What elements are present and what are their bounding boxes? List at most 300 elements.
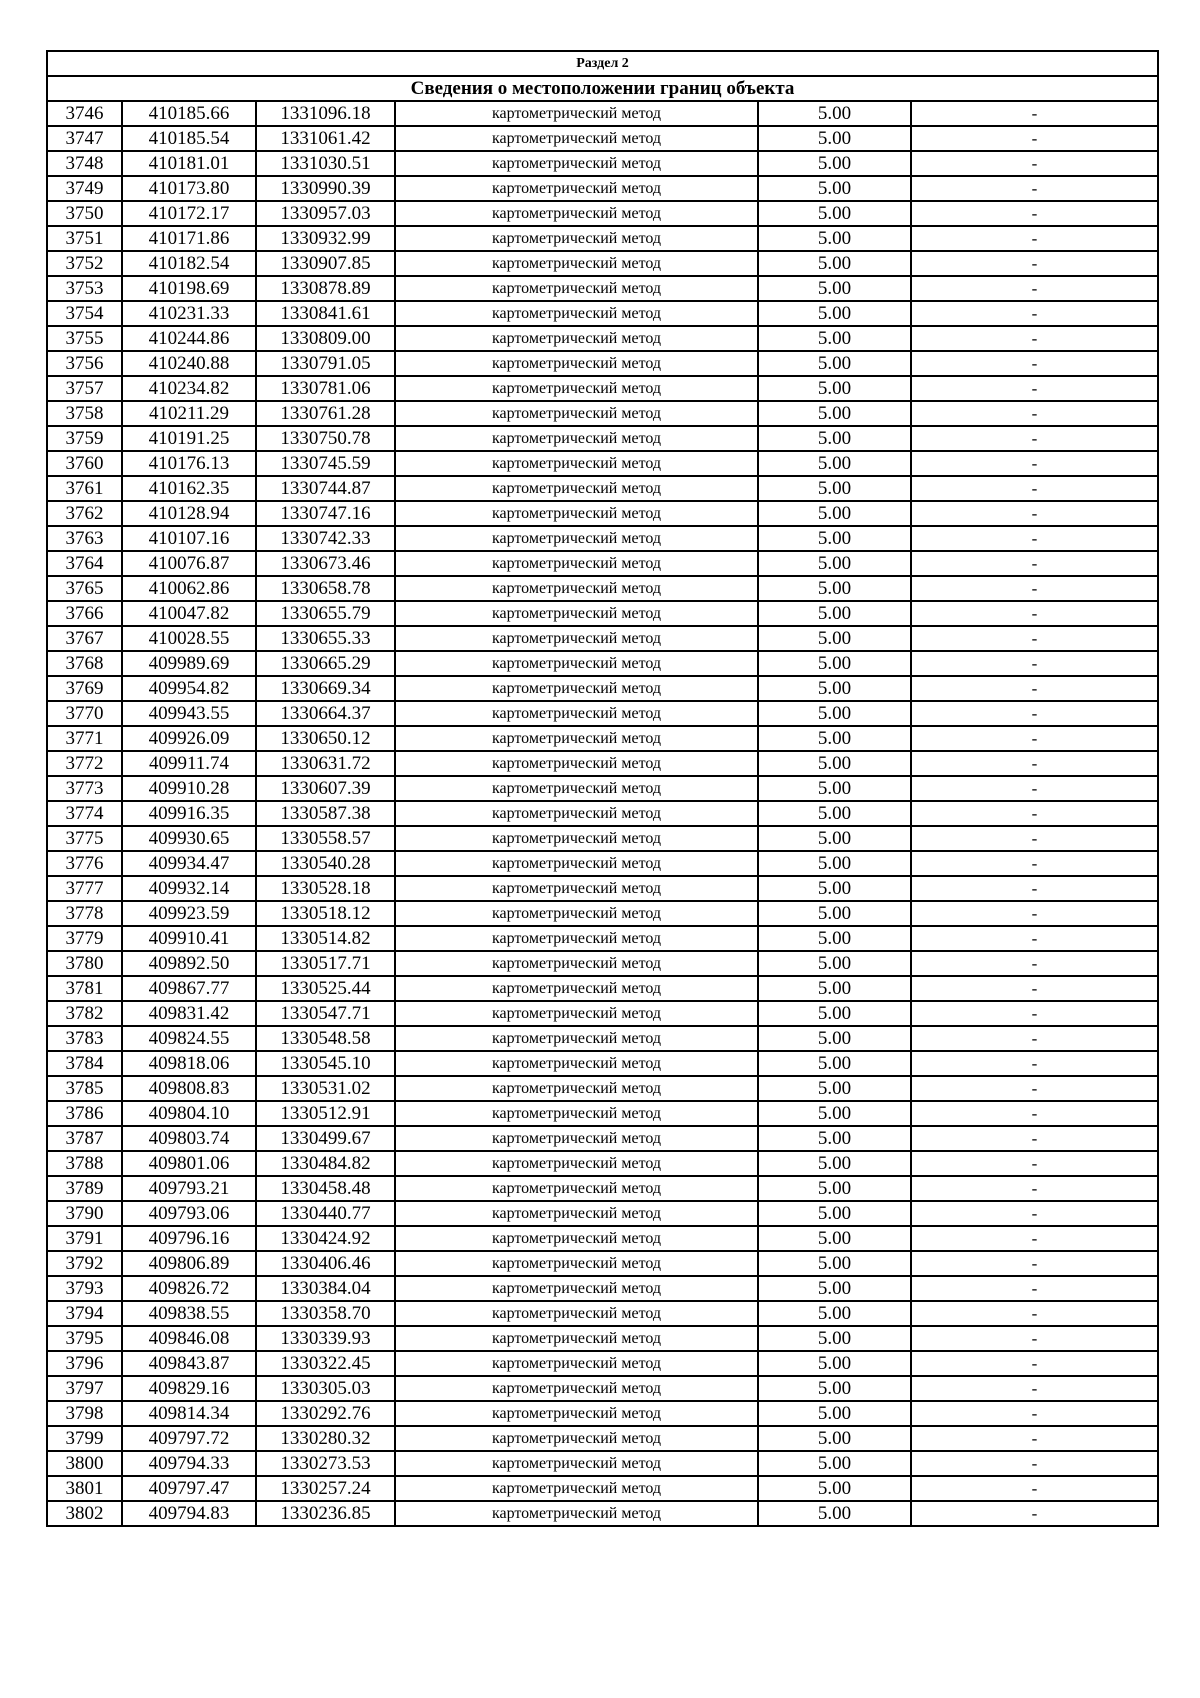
x-coordinate-cell: 409831.42 [122,1001,256,1026]
method-cell: картометрический метод [395,251,758,276]
x-coordinate-cell: 409867.77 [122,976,256,1001]
y-coordinate-cell: 1330665.29 [256,651,395,676]
accuracy-cell: 5.00 [758,101,911,126]
note-cell: - [911,801,1158,826]
y-coordinate-cell: 1330528.18 [256,876,395,901]
accuracy-cell: 5.00 [758,551,911,576]
y-coordinate-cell: 1330669.34 [256,676,395,701]
accuracy-cell: 5.00 [758,1176,911,1201]
point-number-cell: 3779 [47,926,122,951]
table-row [47,1251,1158,1276]
x-coordinate-cell: 410244.86 [122,326,256,351]
accuracy-cell: 5.00 [758,876,911,901]
point-number-cell: 3797 [47,1376,122,1401]
note-cell: - [911,176,1158,201]
table-row [47,251,1158,276]
x-coordinate-cell: 409910.28 [122,776,256,801]
point-number-cell: 3800 [47,1451,122,1476]
note-cell: - [911,1176,1158,1201]
x-coordinate-cell: 410185.66 [122,101,256,126]
x-coordinate-cell: 409846.08 [122,1326,256,1351]
note-cell: - [911,1026,1158,1051]
point-number-cell: 3763 [47,526,122,551]
y-coordinate-cell: 1330809.00 [256,326,395,351]
method-cell: картометрический метод [395,1101,758,1126]
note-cell: - [911,126,1158,151]
point-number-cell: 3783 [47,1026,122,1051]
note-cell: - [911,701,1158,726]
table-row [47,1226,1158,1251]
point-number-cell: 3770 [47,701,122,726]
table-row [47,1001,1158,1026]
accuracy-cell: 5.00 [758,601,911,626]
note-cell: - [911,1251,1158,1276]
x-coordinate-cell: 409793.06 [122,1201,256,1226]
method-cell: картометрический метод [395,1051,758,1076]
accuracy-cell: 5.00 [758,1326,911,1351]
table-row [47,176,1158,201]
point-number-cell: 3772 [47,751,122,776]
accuracy-cell: 5.00 [758,1101,911,1126]
x-coordinate-cell: 410028.55 [122,626,256,651]
note-cell: - [911,1226,1158,1251]
method-cell: картометрический метод [395,126,758,151]
table-row [47,326,1158,351]
y-coordinate-cell: 1330907.85 [256,251,395,276]
method-cell: картометрический метод [395,1076,758,1101]
accuracy-cell: 5.00 [758,701,911,726]
method-cell: картометрический метод [395,451,758,476]
point-number-cell: 3750 [47,201,122,226]
note-cell: - [911,451,1158,476]
y-coordinate-cell: 1330257.24 [256,1476,395,1501]
note-cell: - [911,651,1158,676]
y-coordinate-cell: 1331061.42 [256,126,395,151]
y-coordinate-cell: 1330499.67 [256,1126,395,1151]
point-number-cell: 3799 [47,1426,122,1451]
y-coordinate-cell: 1331096.18 [256,101,395,126]
note-cell: - [911,976,1158,1001]
point-number-cell: 3793 [47,1276,122,1301]
table-row [47,1026,1158,1051]
point-number-cell: 3756 [47,351,122,376]
note-cell: - [911,251,1158,276]
x-coordinate-cell: 409910.41 [122,926,256,951]
method-cell: картометрический метод [395,951,758,976]
table-row [47,676,1158,701]
method-cell: картометрический метод [395,1501,758,1526]
table-row [47,1176,1158,1201]
table-row [47,751,1158,776]
y-coordinate-cell: 1330673.46 [256,551,395,576]
method-cell: картометрический метод [395,401,758,426]
note-cell: - [911,926,1158,951]
table-row [47,276,1158,301]
note-cell: - [911,1476,1158,1501]
point-number-cell: 3795 [47,1326,122,1351]
note-cell: - [911,1276,1158,1301]
y-coordinate-cell: 1330424.92 [256,1226,395,1251]
accuracy-cell: 5.00 [758,926,911,951]
x-coordinate-cell: 410076.87 [122,551,256,576]
accuracy-cell: 5.00 [758,426,911,451]
point-number-cell: 3792 [47,1251,122,1276]
table-row [47,1151,1158,1176]
y-coordinate-cell: 1330531.02 [256,1076,395,1101]
point-number-cell: 3794 [47,1301,122,1326]
y-coordinate-cell: 1330384.04 [256,1276,395,1301]
x-coordinate-cell: 409916.35 [122,801,256,826]
point-number-cell: 3780 [47,951,122,976]
x-coordinate-cell: 410185.54 [122,126,256,151]
point-number-cell: 3766 [47,601,122,626]
y-coordinate-cell: 1330406.46 [256,1251,395,1276]
table-row [47,1076,1158,1101]
note-cell: - [911,376,1158,401]
table-row [47,876,1158,901]
method-cell: картометрический метод [395,1351,758,1376]
method-cell: картометрический метод [395,1201,758,1226]
table-row [47,376,1158,401]
y-coordinate-cell: 1330273.53 [256,1451,395,1476]
table-row [47,851,1158,876]
note-cell: - [911,476,1158,501]
method-cell: картометрический метод [395,1251,758,1276]
x-coordinate-cell: 409826.72 [122,1276,256,1301]
note-cell: - [911,426,1158,451]
accuracy-cell: 5.00 [758,326,911,351]
y-coordinate-cell: 1330512.91 [256,1101,395,1126]
x-coordinate-cell: 409818.06 [122,1051,256,1076]
y-coordinate-cell: 1330322.45 [256,1351,395,1376]
method-cell: картометрический метод [395,576,758,601]
method-cell: картометрический метод [395,701,758,726]
method-cell: картометрический метод [395,676,758,701]
point-number-cell: 3752 [47,251,122,276]
table-row [47,601,1158,626]
note-cell: - [911,1401,1158,1426]
method-cell: картометрический метод [395,626,758,651]
point-number-cell: 3773 [47,776,122,801]
table-row [47,301,1158,326]
x-coordinate-cell: 409911.74 [122,751,256,776]
accuracy-cell: 5.00 [758,201,911,226]
x-coordinate-cell: 409838.55 [122,1301,256,1326]
x-coordinate-cell: 409796.16 [122,1226,256,1251]
x-coordinate-cell: 410176.13 [122,451,256,476]
point-number-cell: 3765 [47,576,122,601]
note-cell: - [911,726,1158,751]
x-coordinate-cell: 409843.87 [122,1351,256,1376]
table-row [47,1476,1158,1501]
method-cell: картометрический метод [395,476,758,501]
point-number-cell: 3785 [47,1076,122,1101]
x-coordinate-cell: 410231.33 [122,301,256,326]
table-row [47,1351,1158,1376]
note-cell: - [911,1426,1158,1451]
point-number-cell: 3771 [47,726,122,751]
note-cell: - [911,626,1158,651]
x-coordinate-cell: 410211.29 [122,401,256,426]
accuracy-cell: 5.00 [758,276,911,301]
y-coordinate-cell: 1330781.06 [256,376,395,401]
note-cell: - [911,1076,1158,1101]
section-title-row [47,76,1158,101]
x-coordinate-cell: 409934.47 [122,851,256,876]
table-row [47,201,1158,226]
y-coordinate-cell: 1330514.82 [256,926,395,951]
y-coordinate-cell: 1330545.10 [256,1051,395,1076]
note-cell: - [911,1201,1158,1226]
table-row [47,101,1158,126]
point-number-cell: 3776 [47,851,122,876]
accuracy-cell: 5.00 [758,1401,911,1426]
accuracy-cell: 5.00 [758,376,911,401]
x-coordinate-cell: 409794.33 [122,1451,256,1476]
y-coordinate-cell: 1330305.03 [256,1376,395,1401]
method-cell: картометрический метод [395,726,758,751]
y-coordinate-cell: 1330292.76 [256,1401,395,1426]
method-cell: картометрический метод [395,1176,758,1201]
y-coordinate-cell: 1330761.28 [256,401,395,426]
point-number-cell: 3762 [47,501,122,526]
point-number-cell: 3764 [47,551,122,576]
accuracy-cell: 5.00 [758,651,911,676]
accuracy-cell: 5.00 [758,176,911,201]
table-row [47,1451,1158,1476]
x-coordinate-cell: 409954.82 [122,676,256,701]
x-coordinate-cell: 409797.47 [122,1476,256,1501]
point-number-cell: 3767 [47,626,122,651]
method-cell: картометрический метод [395,1301,758,1326]
x-coordinate-cell: 410234.82 [122,376,256,401]
method-cell: картометрический метод [395,1476,758,1501]
point-number-cell: 3802 [47,1501,122,1526]
accuracy-cell: 5.00 [758,851,911,876]
point-number-cell: 3786 [47,1101,122,1126]
accuracy-cell: 5.00 [758,1226,911,1251]
note-cell: - [911,401,1158,426]
y-coordinate-cell: 1330236.85 [256,1501,395,1526]
y-coordinate-cell: 1330458.48 [256,1176,395,1201]
x-coordinate-cell: 409923.59 [122,901,256,926]
x-coordinate-cell: 409803.74 [122,1126,256,1151]
point-number-cell: 3749 [47,176,122,201]
y-coordinate-cell: 1330750.78 [256,426,395,451]
method-cell: картометрический метод [395,226,758,251]
accuracy-cell: 5.00 [758,1451,911,1476]
section-label-row [47,51,1158,76]
point-number-cell: 3755 [47,326,122,351]
y-coordinate-cell: 1330540.28 [256,851,395,876]
method-cell: картометрический метод [395,751,758,776]
y-coordinate-cell: 1330631.72 [256,751,395,776]
method-cell: картометрический метод [395,551,758,576]
method-cell: картометрический метод [395,976,758,1001]
table-row [47,1401,1158,1426]
table-row [47,351,1158,376]
note-cell: - [911,951,1158,976]
method-cell: картометрический метод [395,1376,758,1401]
note-cell: - [911,1376,1158,1401]
x-coordinate-cell: 409932.14 [122,876,256,901]
x-coordinate-cell: 409808.83 [122,1076,256,1101]
point-number-cell: 3798 [47,1401,122,1426]
table-row [47,826,1158,851]
section-label: Раздел 2 [47,51,1158,76]
method-cell: картометрический метод [395,1001,758,1026]
y-coordinate-cell: 1330957.03 [256,201,395,226]
note-cell: - [911,826,1158,851]
table-row [47,526,1158,551]
method-cell: картометрический метод [395,1226,758,1251]
x-coordinate-cell: 409804.10 [122,1101,256,1126]
table-row [47,1376,1158,1401]
y-coordinate-cell: 1330607.39 [256,776,395,801]
note-cell: - [911,1126,1158,1151]
method-cell: картометрический метод [395,176,758,201]
note-cell: - [911,1326,1158,1351]
x-coordinate-cell: 409801.06 [122,1151,256,1176]
method-cell: картометрический метод [395,901,758,926]
table-row [47,726,1158,751]
method-cell: картометрический метод [395,826,758,851]
table-row [47,1051,1158,1076]
accuracy-cell: 5.00 [758,301,911,326]
table-row [47,1276,1158,1301]
accuracy-cell: 5.00 [758,676,911,701]
method-cell: картометрический метод [395,651,758,676]
point-number-cell: 3775 [47,826,122,851]
x-coordinate-cell: 409824.55 [122,1026,256,1051]
y-coordinate-cell: 1330744.87 [256,476,395,501]
table-row [47,1126,1158,1151]
method-cell: картометрический метод [395,601,758,626]
accuracy-cell: 5.00 [758,1151,911,1176]
method-cell: картометрический метод [395,501,758,526]
accuracy-cell: 5.00 [758,1001,911,1026]
table-row [47,801,1158,826]
accuracy-cell: 5.00 [758,576,911,601]
y-coordinate-cell: 1330990.39 [256,176,395,201]
y-coordinate-cell: 1330547.71 [256,1001,395,1026]
accuracy-cell: 5.00 [758,526,911,551]
note-cell: - [911,276,1158,301]
y-coordinate-cell: 1330484.82 [256,1151,395,1176]
method-cell: картометрический метод [395,101,758,126]
table-row [47,1326,1158,1351]
y-coordinate-cell: 1330841.61 [256,301,395,326]
y-coordinate-cell: 1330339.93 [256,1326,395,1351]
x-coordinate-cell: 410173.80 [122,176,256,201]
table-row [47,451,1158,476]
table-row [47,1101,1158,1126]
accuracy-cell: 5.00 [758,351,911,376]
accuracy-cell: 5.00 [758,826,911,851]
note-cell: - [911,601,1158,626]
y-coordinate-cell: 1330280.32 [256,1426,395,1451]
method-cell: картометрический метод [395,926,758,951]
method-cell: картометрический метод [395,276,758,301]
accuracy-cell: 5.00 [758,1351,911,1376]
table-row [47,576,1158,601]
y-coordinate-cell: 1331030.51 [256,151,395,176]
method-cell: картометрический метод [395,301,758,326]
accuracy-cell: 5.00 [758,501,911,526]
point-number-cell: 3753 [47,276,122,301]
y-coordinate-cell: 1330745.59 [256,451,395,476]
method-cell: картометрический метод [395,151,758,176]
y-coordinate-cell: 1330791.05 [256,351,395,376]
accuracy-cell: 5.00 [758,1501,911,1526]
note-cell: - [911,551,1158,576]
accuracy-cell: 5.00 [758,951,911,976]
note-cell: - [911,526,1158,551]
note-cell: - [911,301,1158,326]
method-cell: картометрический метод [395,1151,758,1176]
accuracy-cell: 5.00 [758,1026,911,1051]
table-row [47,951,1158,976]
accuracy-cell: 5.00 [758,151,911,176]
accuracy-cell: 5.00 [758,1301,911,1326]
accuracy-cell: 5.00 [758,1126,911,1151]
x-coordinate-cell: 409814.34 [122,1401,256,1426]
method-cell: картометрический метод [395,1426,758,1451]
table-row [47,701,1158,726]
x-coordinate-cell: 409797.72 [122,1426,256,1451]
point-number-cell: 3788 [47,1151,122,1176]
x-coordinate-cell: 410128.94 [122,501,256,526]
accuracy-cell: 5.00 [758,776,911,801]
table-row [47,501,1158,526]
x-coordinate-cell: 410181.01 [122,151,256,176]
point-number-cell: 3791 [47,1226,122,1251]
note-cell: - [911,151,1158,176]
method-cell: картометрический метод [395,776,758,801]
accuracy-cell: 5.00 [758,126,911,151]
accuracy-cell: 5.00 [758,251,911,276]
point-number-cell: 3789 [47,1176,122,1201]
x-coordinate-cell: 410191.25 [122,426,256,451]
x-coordinate-cell: 410198.69 [122,276,256,301]
y-coordinate-cell: 1330518.12 [256,901,395,926]
note-cell: - [911,876,1158,901]
note-cell: - [911,501,1158,526]
point-number-cell: 3746 [47,101,122,126]
point-number-cell: 3777 [47,876,122,901]
note-cell: - [911,326,1158,351]
section-title: Сведения о местоположении границ объекта [47,76,1158,101]
table-row [47,901,1158,926]
note-cell: - [911,851,1158,876]
table-row [47,151,1158,176]
boundary-coordinates-table [46,50,1159,1527]
point-number-cell: 3774 [47,801,122,826]
y-coordinate-cell: 1330558.57 [256,826,395,851]
note-cell: - [911,1301,1158,1326]
accuracy-cell: 5.00 [758,401,911,426]
method-cell: картометрический метод [395,526,758,551]
point-number-cell: 3790 [47,1201,122,1226]
table-row [47,226,1158,251]
point-number-cell: 3759 [47,426,122,451]
note-cell: - [911,101,1158,126]
table-row [47,976,1158,1001]
accuracy-cell: 5.00 [758,726,911,751]
point-number-cell: 3801 [47,1476,122,1501]
note-cell: - [911,201,1158,226]
table-row [47,476,1158,501]
